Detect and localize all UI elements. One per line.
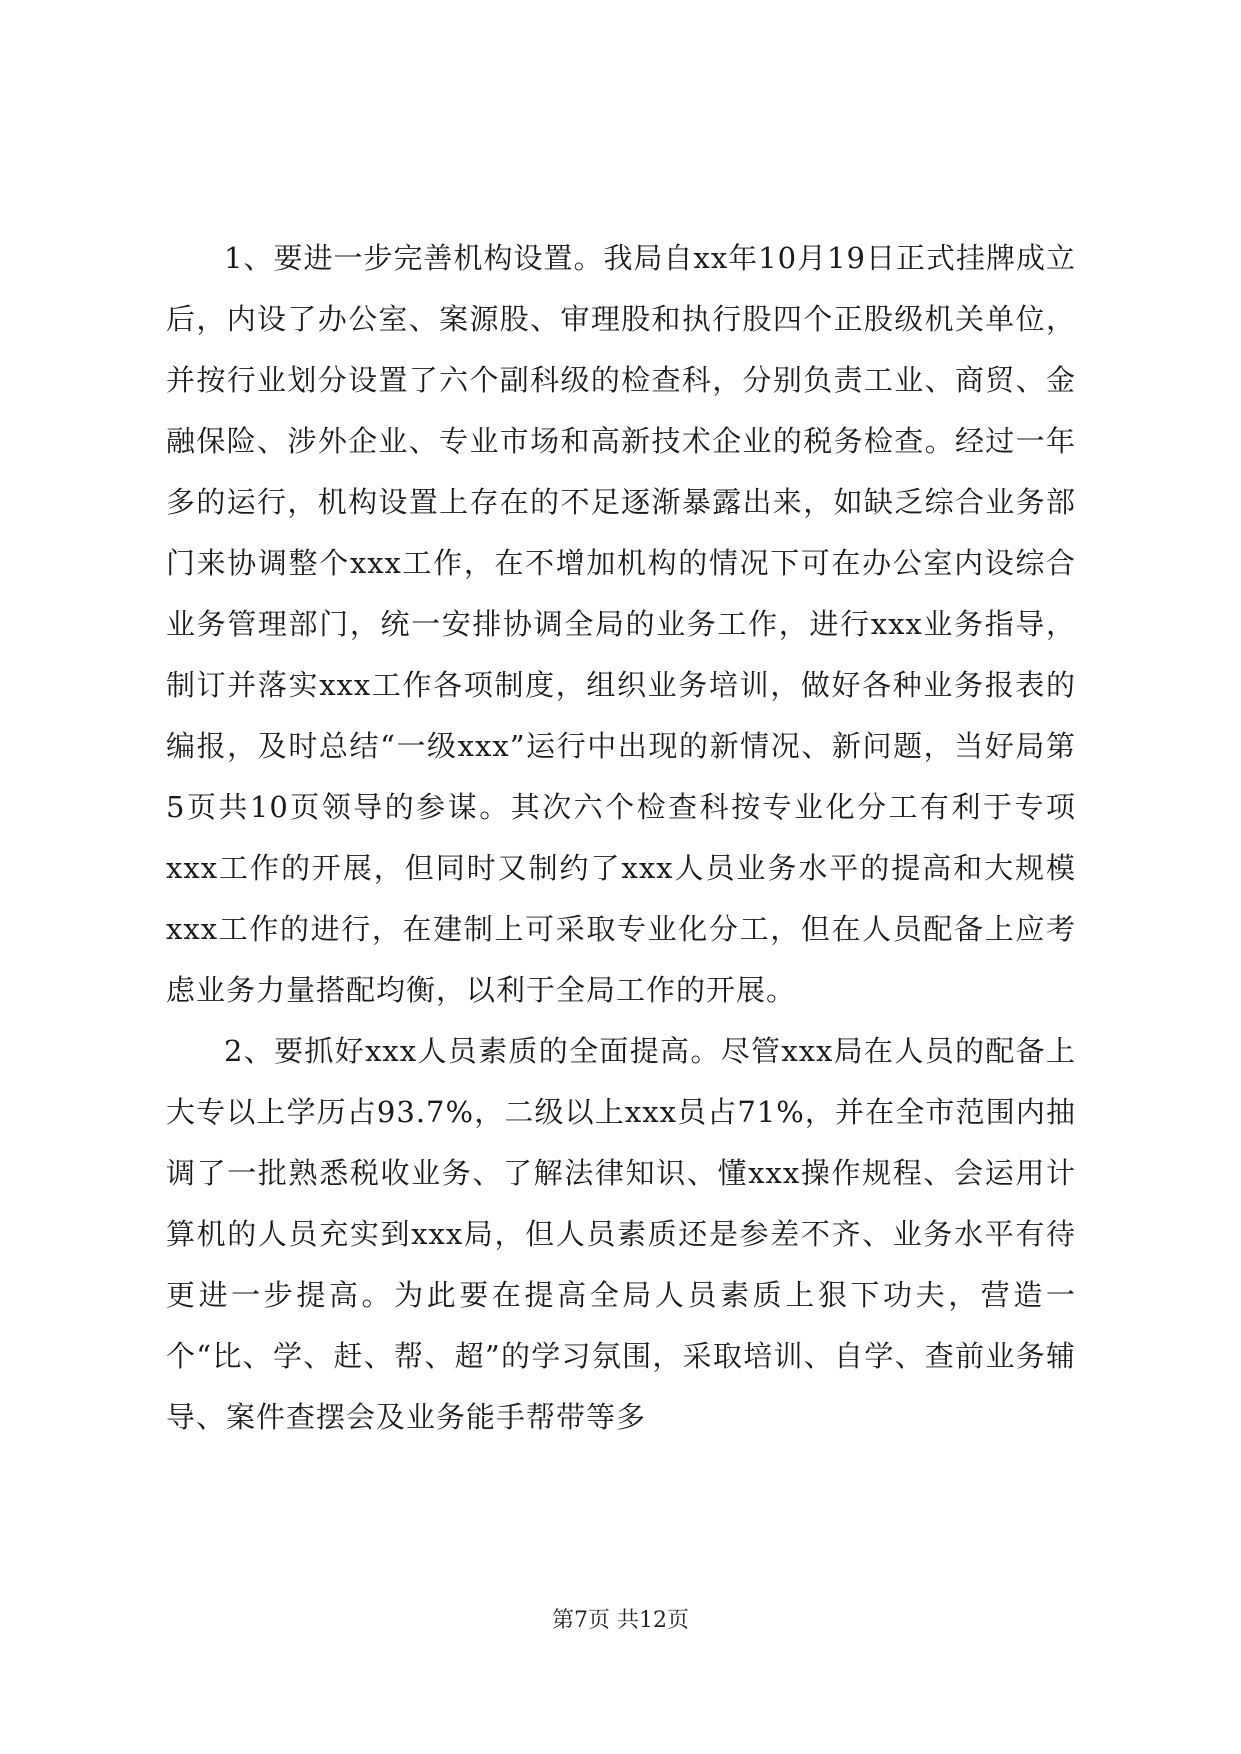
paragraph-1: 1、要进一步完善机构设置。我局自xx年10月19日正式挂牌成立后，内设了办公室、案源股、审理股和执行股四个正股级机关单位，并按行业划分设置了六个副科级的检查科，分别负责工业、商贸、金融保险、涉外企业、专业市场和高新技术企业的税务检查。经过一年多的运行，机构设置上存在的不足逐渐暴露出来，如缺乏综合业务部门来协调整个xxx工作，在不增加机构的情况下可在办公室内设综合业务管理部门，统一安排协调全局的业务工作，进行xxx业务指导，制订并落实xxx工作各项制度，组织业务培训，做好各种业务报表的编报，及时总结“一级xxx”运行中出现的新情况、新问题，当好局第5页共10页领导的参谋。其次六个检查科按专业化分工有利于专项xxx工作的开展，但同时又制约了xxx人员业务水平的提高和大规模xxx工作的进行，在建制上可采取专业化分工，但在人员配备上应考虑业务力量搭配均衡，以利于全局工作的开展。 [166, 241, 1076, 1007]
document-body [166, 228, 1076, 1448]
paragraph-2: 2、要抓好xxx人员素质的全面提高。尽管xxx局在人员的配备上大专以上学历占93.7%，二级以上xxx员占71%，并在全市范围内抽调了一批熟悉税收业务、了解法律知识、懂xxx操作规程、会运用计算机的人员充实到xxx局，但人员素质还是参差不齐、业务水平有待更进一步提高。为此要在提高全局人员素质上狠下功夫，营造一个“比、学、赶、帮、超”的学习氛围，采取培训、自学、查前业务辅导、案件查摆会及业务能手帮带等多 [166, 1034, 1076, 1434]
page-number-footer: 第7页 共12页 [552, 1608, 689, 1633]
